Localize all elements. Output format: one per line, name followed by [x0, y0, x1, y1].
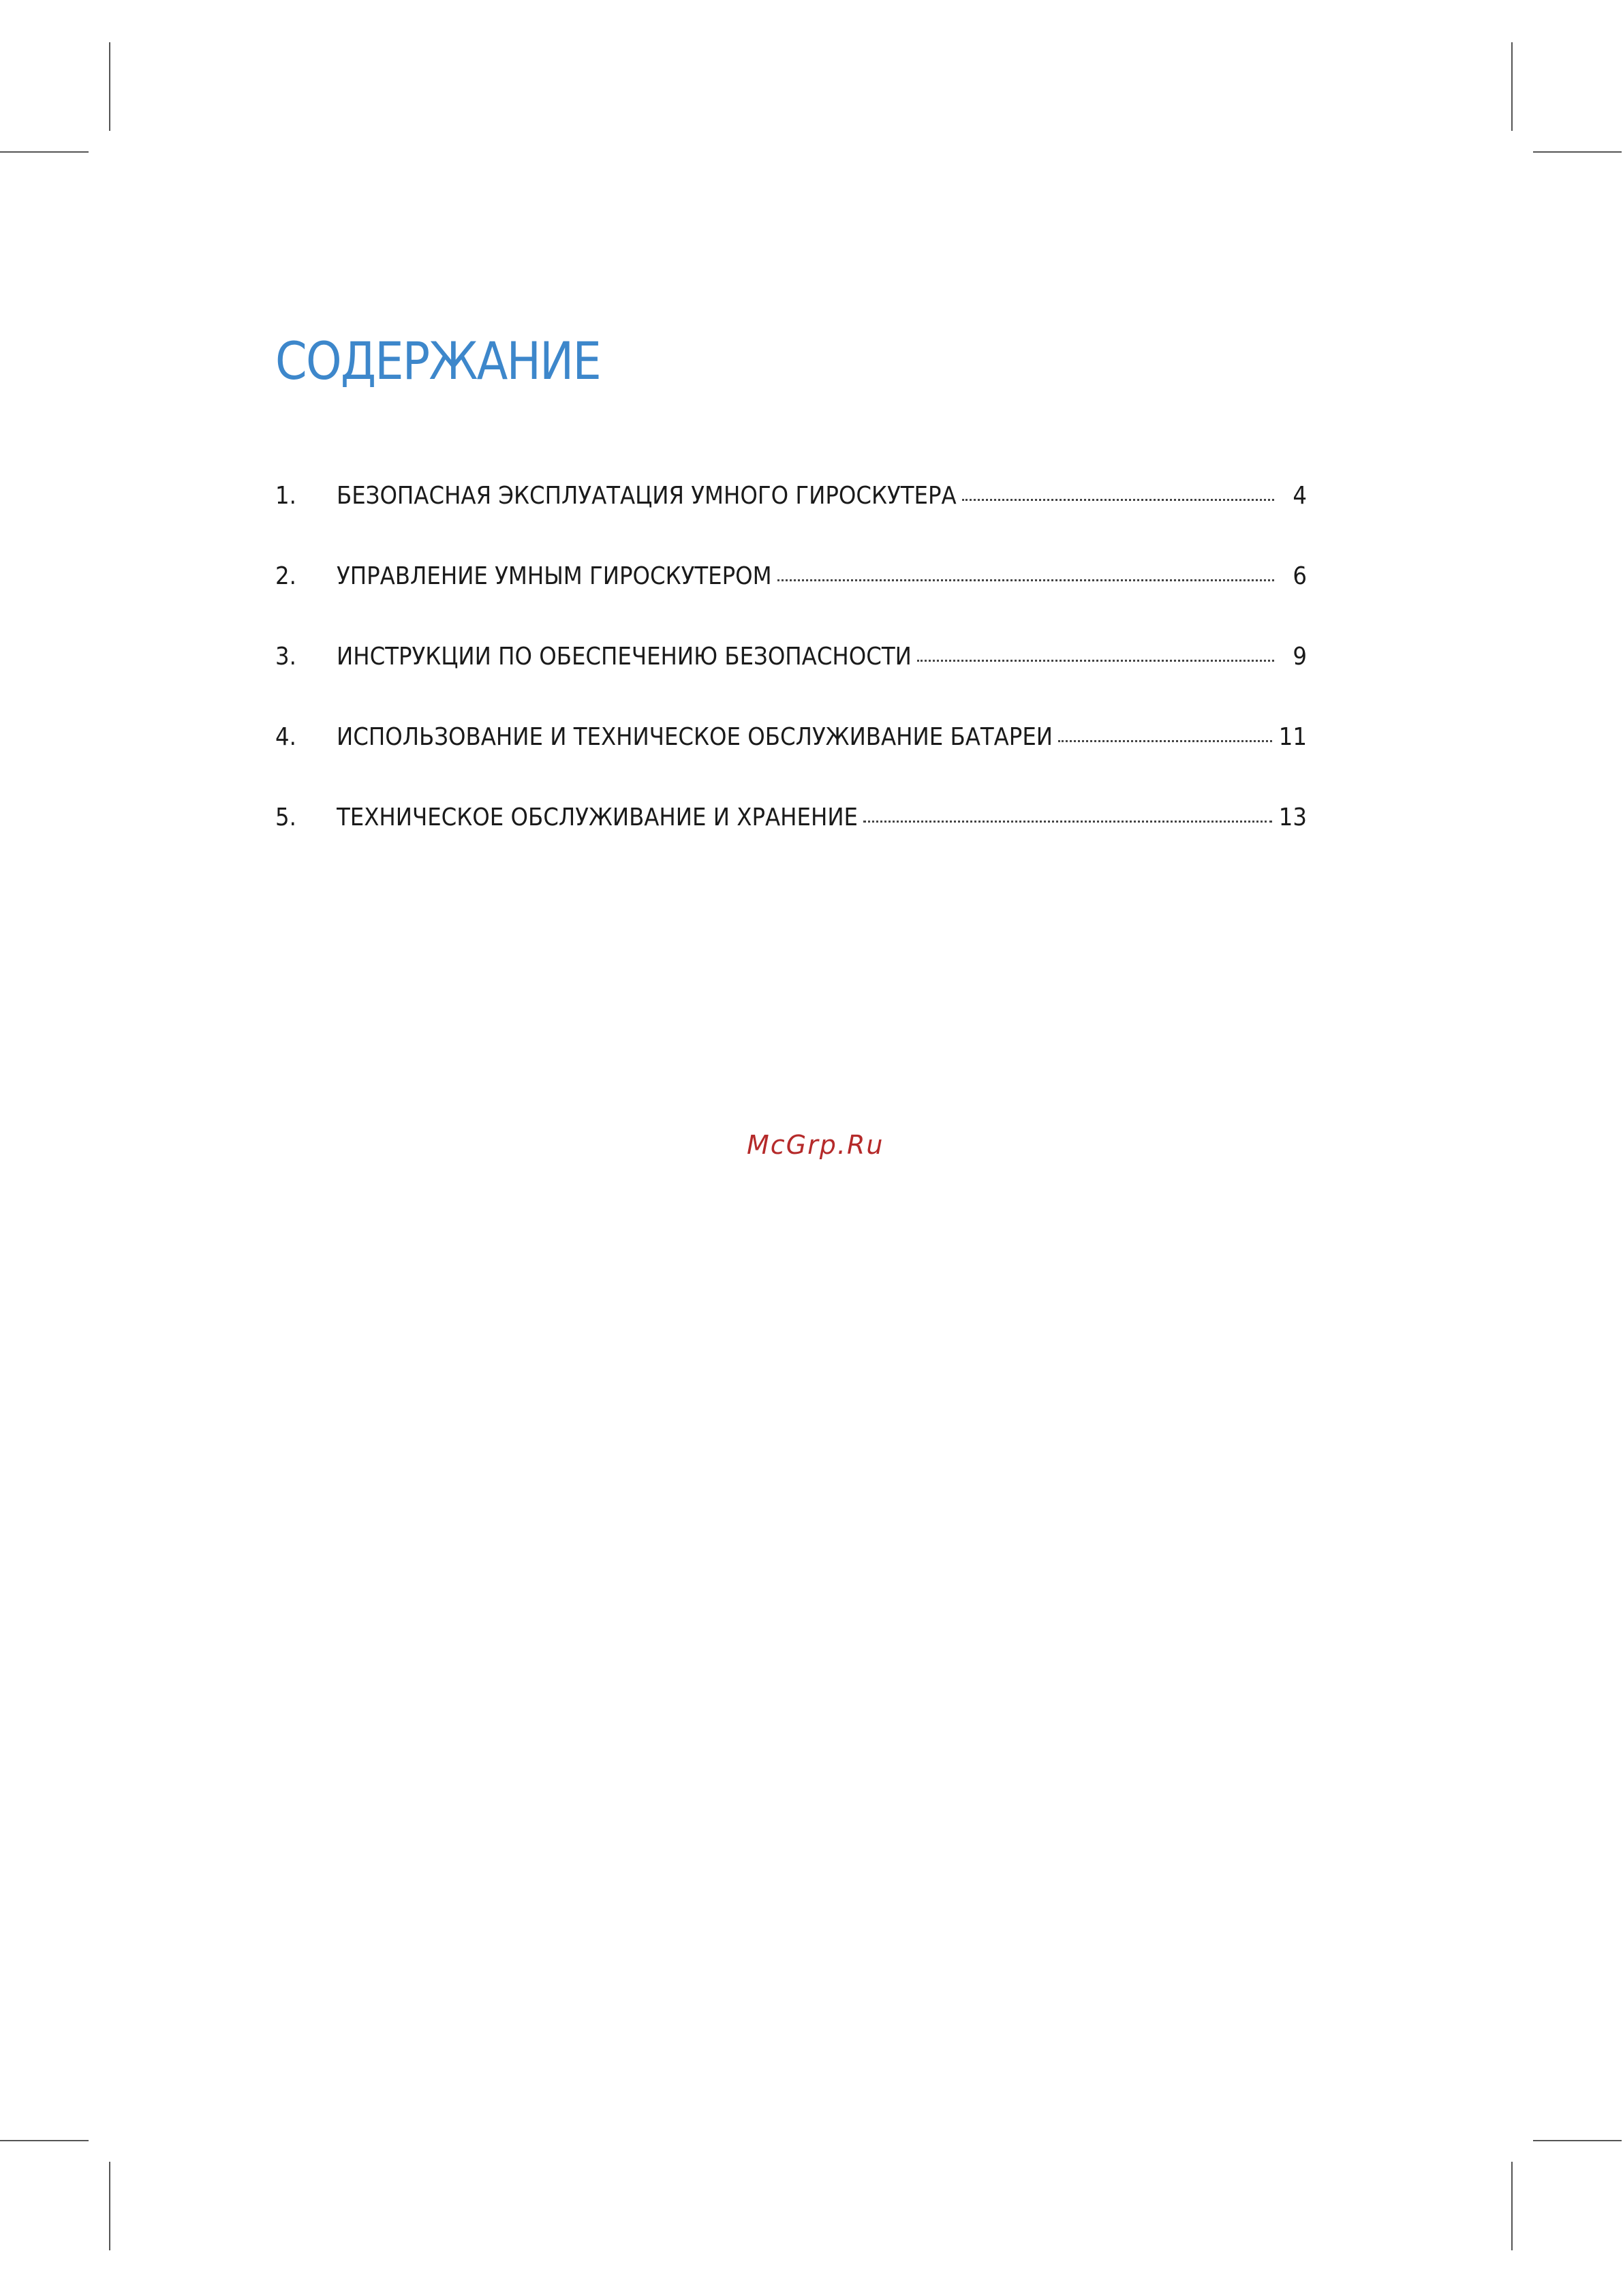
toc-item-title: УПРАВЛЕНИЕ УМНЫМ ГИРОСКУТЕРОМ [337, 562, 772, 590]
toc-item[interactable] [275, 800, 1307, 881]
toc-item[interactable] [275, 720, 1307, 800]
crop-mark-top-right-vertical [1511, 42, 1513, 131]
toc-dot-leader [1058, 740, 1272, 742]
toc-item-title: ИНСТРУКЦИИ ПО ОБЕСПЕЧЕНИЮ БЕЗОПАСНОСТИ [337, 643, 912, 671]
toc-dot-leader [962, 499, 1274, 501]
toc-item-page: 6 [1293, 562, 1307, 590]
toc-item-page: 4 [1293, 482, 1307, 510]
crop-mark-bottom-left-horizontal [0, 2140, 89, 2141]
toc-item-number: 4. [275, 723, 296, 751]
crop-mark-top-left-horizontal [0, 151, 89, 153]
crop-mark-top-right-horizontal [1533, 151, 1622, 153]
toc-title: СОДЕРЖАНИЕ [275, 331, 600, 391]
toc-item-title: ИСПОЛЬЗОВАНИЕ И ТЕХНИЧЕСКОЕ ОБСЛУЖИВАНИЕ БАТАРЕИ [337, 723, 1053, 751]
toc-dot-leader [917, 660, 1274, 662]
toc-item-page: 9 [1293, 643, 1307, 671]
toc-list [275, 478, 1307, 881]
toc-item-title: БЕЗОПАСНАЯ ЭКСПЛУАТАЦИЯ УМНОГО ГИРОСКУТЕРА [337, 482, 957, 510]
crop-mark-bottom-right-horizontal [1533, 2140, 1622, 2141]
toc-item[interactable] [275, 478, 1307, 559]
toc-item-number: 3. [275, 643, 296, 671]
toc-dot-leader [863, 821, 1272, 823]
toc-item-title: ТЕХНИЧЕСКОЕ ОБСЛУЖИВАНИЕ И ХРАНЕНИЕ [337, 803, 858, 831]
watermark-link[interactable]: McGrp.Ru [747, 1130, 884, 1160]
toc-item-number: 1. [275, 482, 296, 510]
toc-item[interactable] [275, 559, 1307, 639]
toc-dot-leader [777, 579, 1274, 581]
crop-mark-bottom-right-vertical [1511, 2162, 1513, 2250]
toc-item-page: 11 [1278, 723, 1307, 751]
toc-item[interactable] [275, 639, 1307, 720]
crop-mark-bottom-left-vertical [109, 2162, 110, 2250]
crop-mark-top-left-vertical [109, 42, 110, 131]
toc-item-number: 5. [275, 803, 296, 831]
toc-item-number: 2. [275, 562, 296, 590]
toc-item-page: 13 [1278, 803, 1307, 831]
